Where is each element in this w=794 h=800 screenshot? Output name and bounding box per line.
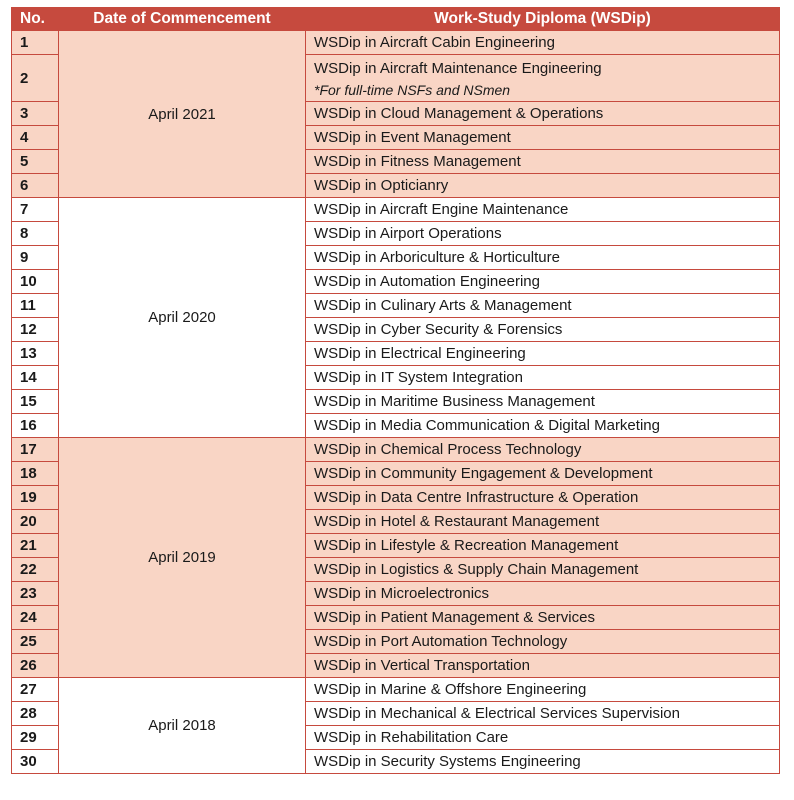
table-row bbox=[12, 678, 780, 702]
row-number: 21 bbox=[12, 534, 59, 558]
row-number: 28 bbox=[12, 702, 59, 726]
diploma-cell: WSDip in IT System Integration bbox=[306, 366, 780, 390]
diploma-cell: WSDip in Fitness Management bbox=[306, 150, 780, 174]
row-number: 13 bbox=[12, 342, 59, 366]
row-number: 14 bbox=[12, 366, 59, 390]
row-number: 24 bbox=[12, 606, 59, 630]
diploma-cell: WSDip in Marine & Offshore Engineering bbox=[306, 678, 780, 702]
row-number: 26 bbox=[12, 654, 59, 678]
diploma-cell: WSDip in Rehabilitation Care bbox=[306, 726, 780, 750]
row-number: 9 bbox=[12, 246, 59, 270]
diploma-cell: WSDip in Culinary Arts & Management bbox=[306, 294, 780, 318]
row-number: 30 bbox=[12, 750, 59, 774]
diploma-cell: WSDip in Event Management bbox=[306, 126, 780, 150]
diploma-cell: WSDip in Chemical Process Technology bbox=[306, 438, 780, 462]
row-number: 17 bbox=[12, 438, 59, 462]
diploma-cell: WSDip in Media Communication & Digital Marketing bbox=[306, 414, 780, 438]
diploma-cell: WSDip in Arboriculture & Horticulture bbox=[306, 246, 780, 270]
row-number: 27 bbox=[12, 678, 59, 702]
row-number: 23 bbox=[12, 582, 59, 606]
header-no: No. bbox=[12, 8, 59, 31]
header-row bbox=[12, 8, 780, 31]
diploma-cell: WSDip in Mechanical & Electrical Services Supervision bbox=[306, 702, 780, 726]
diploma-cell: WSDip in Lifestyle & Recreation Management bbox=[306, 534, 780, 558]
commencement-date: April 2018 bbox=[59, 678, 306, 774]
row-number: 22 bbox=[12, 558, 59, 582]
row-number: 6 bbox=[12, 174, 59, 198]
row-number: 20 bbox=[12, 510, 59, 534]
row-number: 1 bbox=[12, 31, 59, 55]
row-number: 3 bbox=[12, 102, 59, 126]
row-number: 2 bbox=[12, 55, 59, 102]
header-date: Date of Commencement bbox=[59, 8, 306, 31]
wsdip-table bbox=[11, 7, 780, 774]
diploma-cell: WSDip in Security Systems Engineering bbox=[306, 750, 780, 774]
row-number: 7 bbox=[12, 198, 59, 222]
diploma-cell: WSDip in Vertical Transportation bbox=[306, 654, 780, 678]
diploma-cell: WSDip in Microelectronics bbox=[306, 582, 780, 606]
diploma-cell: WSDip in Cloud Management & Operations bbox=[306, 102, 780, 126]
diploma-cell: WSDip in Data Centre Infrastructure & Operation bbox=[306, 486, 780, 510]
diploma-cell: WSDip in Hotel & Restaurant Management bbox=[306, 510, 780, 534]
row-number: 4 bbox=[12, 126, 59, 150]
commencement-date: April 2019 bbox=[59, 438, 306, 678]
diploma-cell bbox=[306, 55, 780, 102]
diploma-cell: WSDip in Aircraft Engine Maintenance bbox=[306, 198, 780, 222]
table-row bbox=[12, 438, 780, 462]
diploma-cell: WSDip in Cyber Security & Forensics bbox=[306, 318, 780, 342]
diploma-cell: WSDip in Logistics & Supply Chain Management bbox=[306, 558, 780, 582]
commencement-date: April 2020 bbox=[59, 198, 306, 438]
diploma-cell: WSDip in Patient Management & Services bbox=[306, 606, 780, 630]
diploma-cell: WSDip in Airport Operations bbox=[306, 222, 780, 246]
header-diploma: Work-Study Diploma (WSDip) bbox=[306, 8, 780, 31]
diploma-name: WSDip in Aircraft Maintenance Engineering bbox=[314, 59, 602, 77]
diploma-cell: WSDip in Maritime Business Management bbox=[306, 390, 780, 414]
row-number: 11 bbox=[12, 294, 59, 318]
table-body bbox=[12, 31, 780, 774]
table-row bbox=[12, 31, 780, 55]
diploma-cell: WSDip in Aircraft Cabin Engineering bbox=[306, 31, 780, 55]
diploma-cell: WSDip in Opticianry bbox=[306, 174, 780, 198]
row-number: 18 bbox=[12, 462, 59, 486]
row-number: 12 bbox=[12, 318, 59, 342]
table-row bbox=[12, 198, 780, 222]
row-number: 10 bbox=[12, 270, 59, 294]
row-number: 25 bbox=[12, 630, 59, 654]
row-number: 5 bbox=[12, 150, 59, 174]
diploma-note: *For full-time NSFs and NSmen bbox=[314, 81, 511, 98]
row-number: 16 bbox=[12, 414, 59, 438]
commencement-date: April 2021 bbox=[59, 31, 306, 198]
row-number: 15 bbox=[12, 390, 59, 414]
diploma-cell: WSDip in Port Automation Technology bbox=[306, 630, 780, 654]
diploma-cell: WSDip in Electrical Engineering bbox=[306, 342, 780, 366]
diploma-cell: WSDip in Automation Engineering bbox=[306, 270, 780, 294]
row-number: 19 bbox=[12, 486, 59, 510]
row-number: 8 bbox=[12, 222, 59, 246]
row-number: 29 bbox=[12, 726, 59, 750]
diploma-cell: WSDip in Community Engagement & Development bbox=[306, 462, 780, 486]
